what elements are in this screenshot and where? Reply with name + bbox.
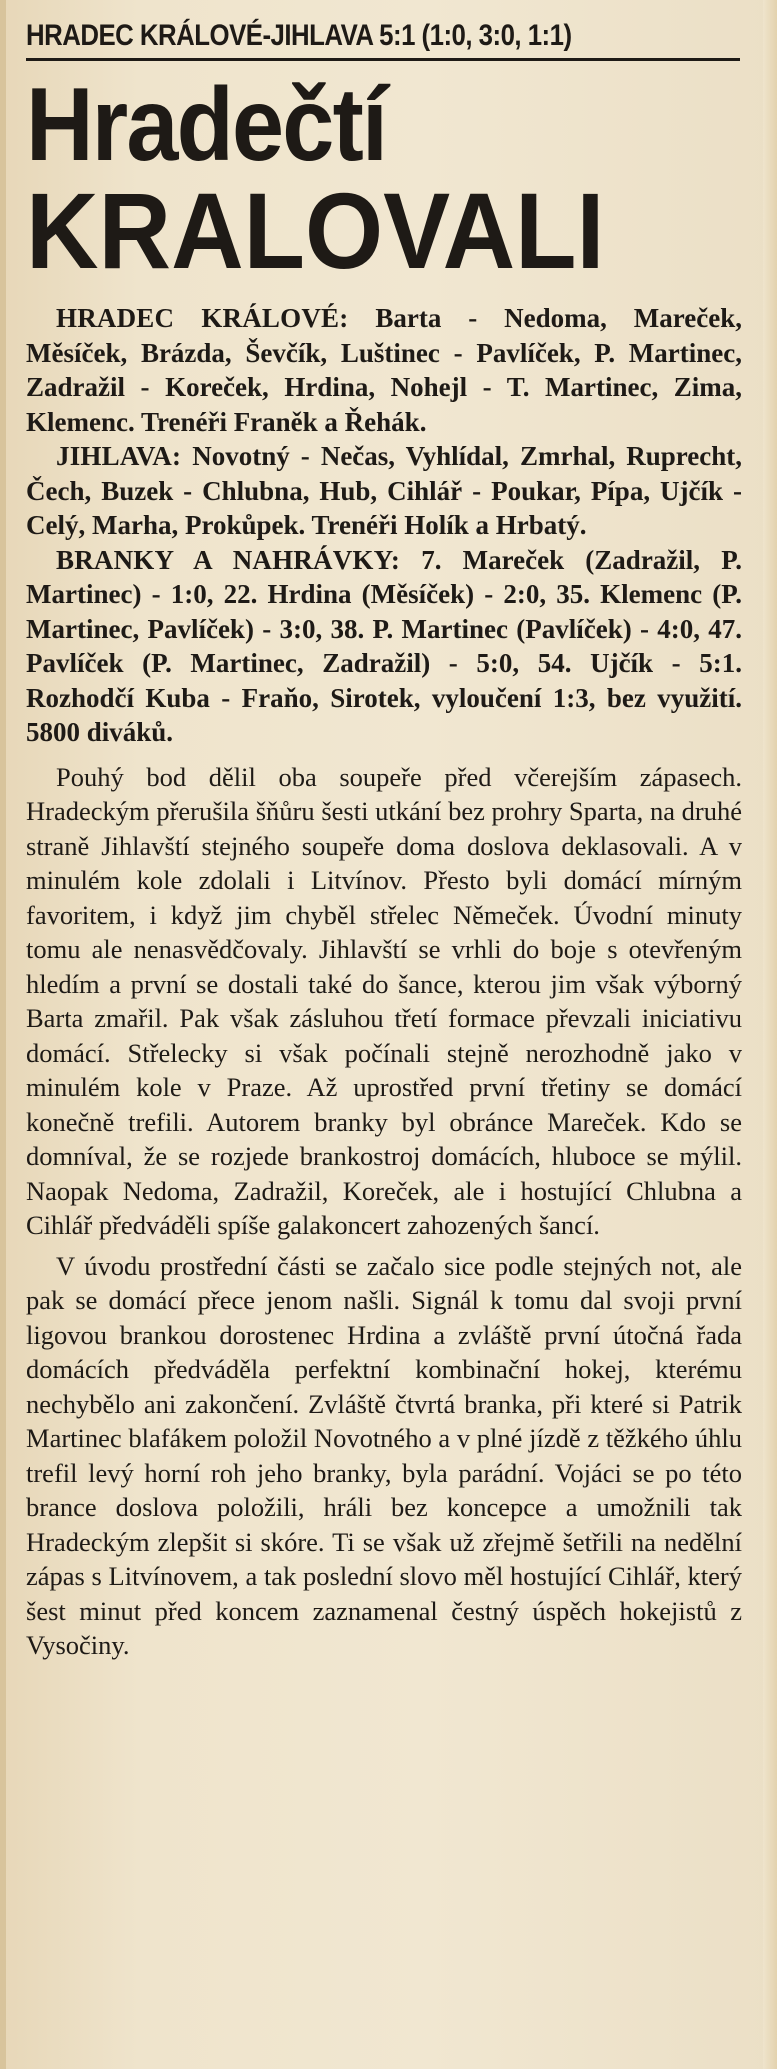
lineup-text: Barta - Nedoma, Mareček, Měsíček, Brázda, Ševčík, Luštinec - Pavlíček, P. Martinec, Zadražil - Koreček, Hrdina, Nohejl - T. Martinec, Zima, Klemenc. Trenéři Franěk a Řehák.: [26, 303, 743, 437]
match-score-kicker: HRADEC KRÁLOVÉ-JIHLAVA 5:1 (1:0, 3:0, 1:1): [26, 19, 572, 52]
headline-line-1: Hradečtí: [26, 67, 387, 183]
clipping-edge-right: [763, 0, 777, 2069]
goals-and-assists: [26, 543, 742, 750]
lineup-team-label: JIHLAVA:: [56, 441, 182, 471]
article-paragraph: Pouhý bod dělil oba soupeře před včerejším zápasech. Hradeckým přerušila šňůru šesti utkání bez prohry Sparta, na druhé straně Jihlavští stejného soupeře doma doslova deklasovali. A v minulém kole zdolali i Litvínov. Přesto byli domácí mírným favoritem, i když jim chyběl střelec Němeček. Úvodní minuty tomu ale nenasvědčovaly. Jihlavští se vrhli do boje s otevřeným hledím a první se dostali také do šance, kterou jim však výborný Barta zmařil. Pak však zásluhou třetí formace převzali iniciativu domácí. Střelecky si však počínali stejně nerozhodně jako v minulém kole v Praze. Až uprostřed první třetiny se domácí konečně trefili. Autorem branky byl obránce Mareček. Kdo se domníval, že se rozjede brankostroj domácích, hluboce se mýlil. Naopak Nedoma, Zadražil, Koreček, ale i hostující Chlubna a Cihlář předváděli spíše galakoncert zahozených šancí.: [26, 761, 742, 1240]
lineup-team-label: HRADEC KRÁLOVÉ:: [56, 303, 349, 333]
goals-label: BRANKY A NAHRÁVKY:: [56, 544, 401, 575]
article-paragraph: V úvodu prostřední části se začalo sice podle stejných not, ale pak se domácí přece jenom našli. Signál k tomu dal svoji první ligovou brankou dorostenec Hrdina a zvláště první útočná řada domácích předváděla perfektní kombinační hokej, kterému nechybělo ani zakončení. Zvláště čtvrtá branka, při které si Patrik Martinec blafákem položil Novotného a v plné jízdě z těžkého úhlu trefil levý horní roh jeho branky, byla parádní. Vojáci se po této brance doslova položili, hráli bez koncepce a umožnili tak Hradeckým zlepšit si skóre. Ti se však už zřejmě šetřili na nedělní zápas s Litvínovem, a tak poslední slovo měl hostující Cihlář, který šest minut před koncem zaznamenal čestný úspěch hokejistů z Vysočiny.: [26, 1250, 742, 1660]
lineup-text: Novotný - Nečas, Vyhlídal, Zmrhal, Ruprecht, Čech, Buzek - Chlubna, Hub, Cihlář - Poukar, Pípa, Ujčík - Celý, Marha, Prokůpek. Trenéři Holík a Hrbatý.: [26, 441, 743, 540]
lineup-jihlava: [26, 439, 742, 543]
clipping-edge-left: [0, 0, 6, 2069]
kicker-rule: [26, 58, 740, 61]
lineup-hradec: [26, 301, 742, 439]
headline-line-2: KRALOVALI: [26, 170, 605, 291]
article: [26, 16, 742, 1663]
goals-text: 7. Mareček (Zadražil, P. Martinec) - 1:0, 22. Hrdina (Měsíček) - 2:0, 35. Klemenc (P. Martinec, Pavlíček) - 3:0, 38. P. Martinec (Pavlíček) - 4:0, 47. Pavlíček (P. Martinec, Zadražil) - 5:0, 54. Ujčík - 5:1. Rozhodčí Kuba - Fraňo, Sirotek, vyloučení 1:3, bez využití. 5800 diváků.: [26, 544, 742, 747]
